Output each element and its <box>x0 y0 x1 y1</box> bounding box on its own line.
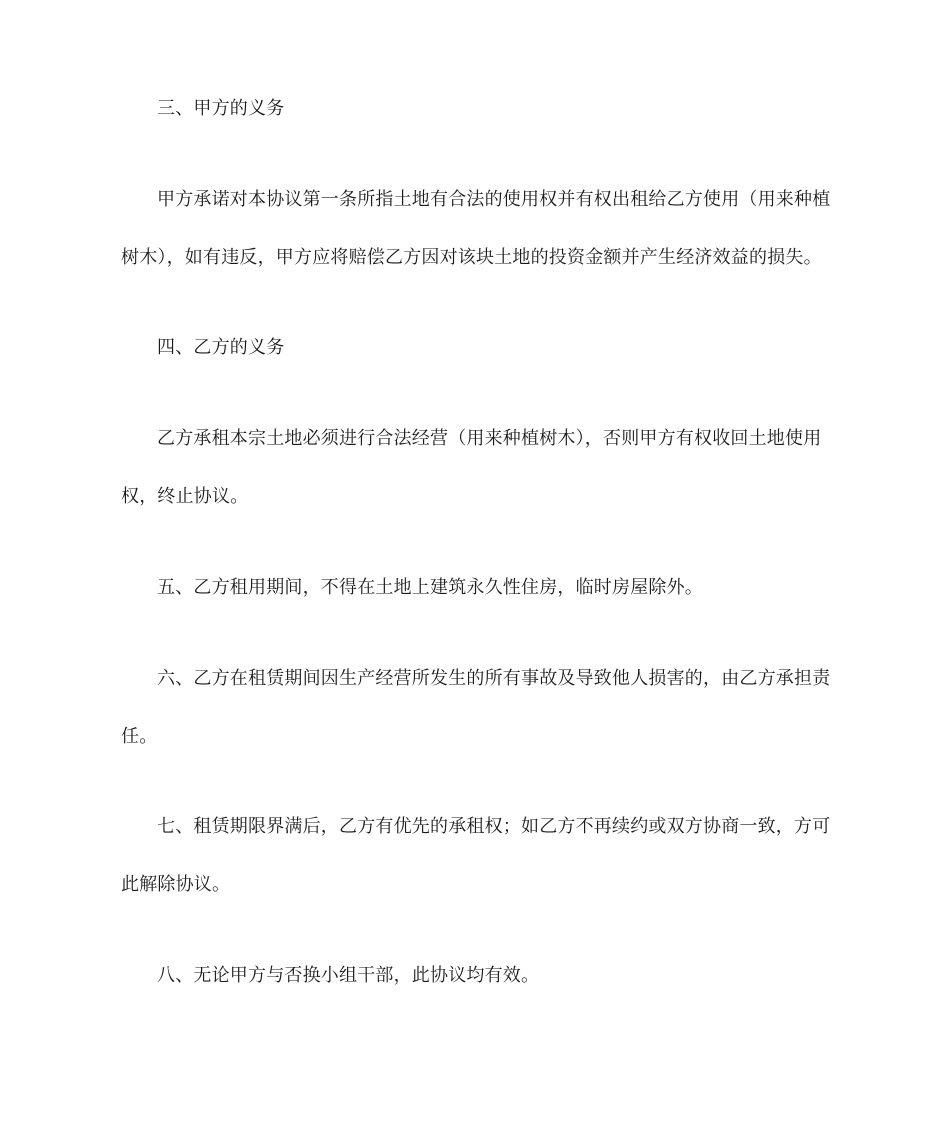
clause-eight-validity: 八、无论甲方与否换小组干部，此协议均有效。 <box>157 965 540 986</box>
clause-five-no-permanent-housing: 五、乙方租用期间，不得在土地上建筑永久性住房，临时房屋除外。 <box>157 577 703 598</box>
clause-six-liability: 六、乙方在租赁期间因生产经营所发生的所有事故及导致他人损害的，由乙方承担责任。 <box>121 668 831 747</box>
paragraph-party-a-commitment: 甲方承诺对本协议第一条所指土地有合法的使用权并有权出租给乙方使用（用来种植树木），如有违反，甲方应将赔偿乙方因对该块土地的投资金额并产生经济效益的损失。 <box>121 189 831 268</box>
section-heading-party-b-obligations: 四、乙方的义务 <box>157 337 285 358</box>
paragraph-party-b-legal-operation: 乙方承租本宗土地必须进行合法经营（用来种植树木），否则甲方有权收回土地使用权，终止协议。 <box>121 428 822 507</box>
section-heading-party-a-obligations: 三、甲方的义务 <box>157 98 285 119</box>
clause-seven-renewal-priority: 七、租赁期限界满后，乙方有优先的承租权；如乙方不再续约或双方协商一致，方可此解除协议。 <box>121 816 831 895</box>
